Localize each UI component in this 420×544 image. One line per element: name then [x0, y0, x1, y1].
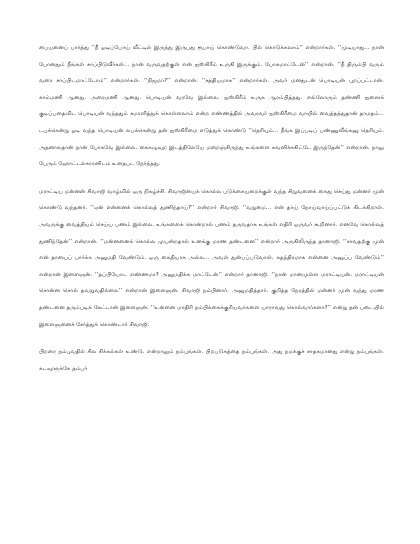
- paragraph-spacer: [39, 173, 384, 184]
- paragraph-shivaji-story: மராட்டிய மன்னன் சிவாஜி வாழ்வில் ஒரு நிகழ்ச்சி. சிவாஜியைக் கொல்ல படுக்கையறைக்குள் வந்த சிறுவனைக் கைது செய்து மன்னர் முன் கொண்டு வந்தனர். ‘‘ஏன் என்னைக் கொல்லத் துணிந்தாய்?’’ என்றார் சிவாஜி. ‘‘வறுமை... என் தாய் நோய்வாய்ப்பட்டுக் கிடக்கிறாள். அவருக்கு வைத்தியம் செய்ய பணம் இல்லை. உங்களைக் கொன்றால் பணம் தருவதாக உங்கள் எதிரி ஒருவர் கூறினார். எனவே கொல்லத் துணிந்தேன்’’ என்றான். ‘‘மன்னனைக் கொல்ல முயன்றதால் உனக்கு மரண தண்டனை’’ என்றார் அருகிலிருந்த தானாஜி. ‘‘சாவதற்கு முன் என் தாயைப் பார்க்க அனுமதி வேண்டும். ஒரு கைதியாக அல்ல... அவள் துன்பப்படுவாள். சுதந்திரமாக என்னை அனுப்ப வேண்டும்’’ என்றான் இளைஞன். ‘‘தப்பியோட எண்ணமா? அனுமதிக்க மாட்டேன்’’ என்றார் தானாஜி. ‘‘நான் மானமுள்ள மராட்டியன். மராட்டியன் சொன்ன சொல் தவறுவதில்லை’’ என்றான் இளைஞன். சிவாஜி நம்பினார். அனுமதித்தார். குறித்த நேரத்தில் மன்னர் முன் வந்து மரண தண்டனை தரும்படிக் கேட்டான் இளைஞன். ‘‘உன்னை மாதிரி நம்பிக்கைக்குரியவர்களை யாராவது கொல்வார்களா?’’ என்று தன் படையில் இளைஞனைச் சேர்த்துக் கொண்டார் சிவாஜி.: [39, 188, 384, 328]
- paragraph-ice-cream-story: பையனைப் பார்த்து ‘‘நீ ஓடிப்போய் வீட்டில் இருந்து இருபது ரூபாய் கொண்டுவா. பில் கொடுக்கலாம்’’ என்றார்கள். ‘‘முடியாது... நான் போனதும் நீங்கள் சாப்பிடுவீர்கள்... நான் வருவதற்குள் என் ஐஸ்கிரீம் உருகி இருக்கும். போகமாட்டேன்’’ என்றான். ‘‘நீ திரும்பி வரும் வரை சாப்பிடமாட்டோம்’’ என்றார்கள். ‘‘நிஜமா?’’ என்றான். ‘‘சத்தியமாக’’ என்றார்கள். அவர் மனதுடன் பொடியன் புறப்பட்டான். காம்மணி ஆனது. அரைமணி ஆனது. பொடியன் வரவே இல்லை. ஐஸ்கிரீம் உருக ஆரம்பித்தது. எல்லோரும் தண்ணி ஐஸைக் குடிப்பதைவிட பொடியன் வந்ததும் சமாளித்துக் கொள்ளலாம் என்ற எண்ணத்தில் அவரவர் ஐஸ்கிரீமை வாயில் வைத்தத்துதான் தாமதம்... டபக்கென்று ஓடி வந்த பொடியன் லபக்கென்று தன் ஐஸ்கிரீமை எடுத்துக் கொண்டு ‘‘தெரியும்... நீங்க இப்படிப் பண்ணுவீங்கனு தெரியும். அதனாலதான் நான் போகவே இல்லை. கைகழுவுற இடத்திலேயே மறைஞ்சிருந்து உங்களை கவனிச்சுகிட்டே இருந்தேன்’’ என்றான். நாலு பேரும் ஹோட்டல்காரனிடம் உதைபட நேர்ந்தது.: [39, 45, 384, 168]
- paragraph-trust-reflection: பிறரை நம்புவதில் சில சிக்கல்கள் உண்டு. என்றாலும் நம்புங்கள். பிறபடுகத்தை நம்புங்கள். அது நமக்குச் சாதகமானது என்று நம்புங்கள். கடவுளுக்கே தம்பர்: [39, 349, 384, 372]
- paragraph-spacer: [39, 333, 384, 344]
